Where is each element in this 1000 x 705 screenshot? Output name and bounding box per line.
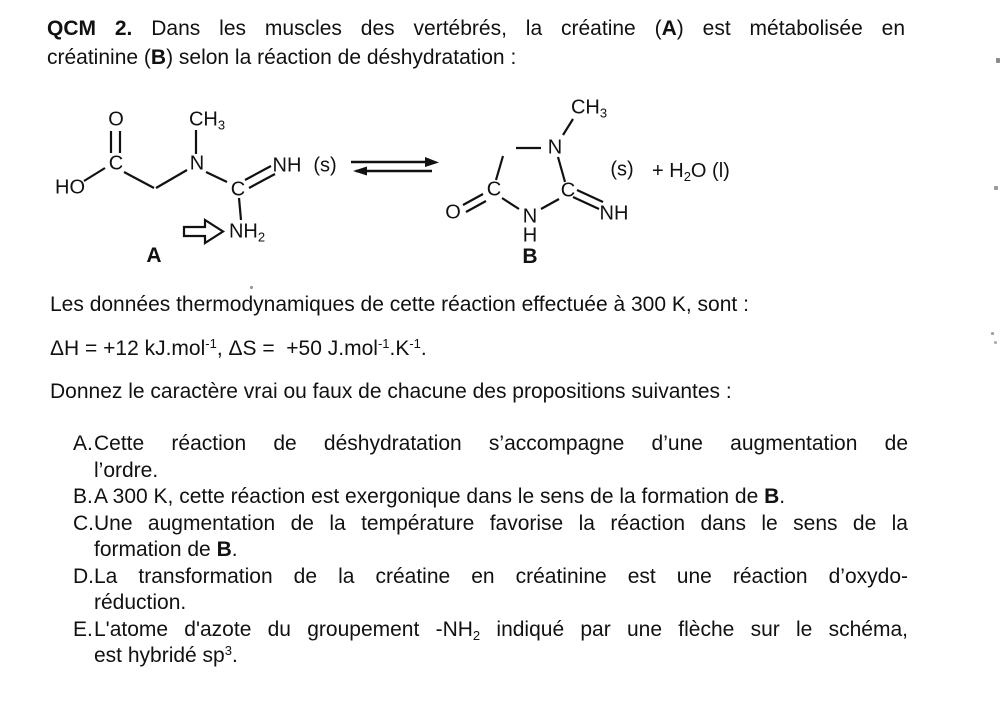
scan-speck — [991, 332, 994, 335]
thermo-values: ΔH = +12 kJ.mol$^{-1}$, ΔS = +50 $J.mol^{-1}.K^{-1}$. — [50, 336, 427, 360]
atom-ho: HO — [55, 176, 85, 199]
molecule-b-label: B — [522, 245, 538, 268]
atom-o-b: O — [445, 201, 461, 224]
block-arrow-icon — [184, 220, 223, 243]
scan-speck — [996, 58, 1000, 63]
proposition-e-line2: est hybridé $sp^3$. — [94, 643, 238, 667]
proposition-b — [73, 484, 908, 511]
instruction-line: Donnez le caractère vrai ou faux de chacune des propositions suivantes : — [50, 380, 732, 403]
atom-o: O — [108, 108, 124, 131]
proposition-b-line1: A 300 K, cette réaction est exergonique dans le sens de la formation de B. — [94, 485, 786, 508]
proposition-d-letter: D. — [73, 564, 94, 588]
atom-c-right: C — [560, 179, 576, 202]
question-header-line1: QCM 2. Dans les muscles des vertébrés, la créatine (A) est métabolisée en — [47, 17, 906, 40]
atom-c-guanidine: C — [230, 178, 246, 201]
molecule-a-label: A — [146, 244, 162, 267]
equilibrium-arrow-icon — [351, 157, 439, 176]
atom-c-carboxyl: C — [108, 152, 124, 175]
atom-n: N — [189, 152, 205, 175]
atom-nh-b: NH — [599, 202, 629, 225]
water-product: + $H_2O$ (l) — [652, 160, 730, 184]
proposition-d — [73, 564, 908, 617]
proposition-e-line1: L'atome d'azote du groupement $-NH_2$ indiqué par une flèche sur le schéma, — [94, 617, 908, 643]
question-number: QCM 2. — [47, 17, 133, 40]
proposition-c-line1: Une augmentation de la température favorise la réaction dans le sens de la — [94, 511, 908, 535]
atom-n-bottom: N — [522, 205, 538, 228]
atom-nh: NH — [272, 154, 302, 177]
proposition-c — [73, 511, 908, 564]
atom-c-left: C — [486, 178, 502, 201]
proposition-a-line1: Cette réaction de déshydratation s’accompagne d’une augmentation de — [94, 432, 908, 455]
atom-h-bottom: H — [522, 224, 538, 247]
scan-speck — [994, 186, 998, 190]
state-solid-b: (s) — [610, 158, 634, 181]
state-solid-a: (s) — [313, 154, 337, 177]
atom-ch3-b: $CH_3$ — [570, 96, 608, 121]
atom-ch3: $CH_3$ — [188, 108, 226, 133]
proposition-c-line2: formation de B. — [94, 538, 238, 561]
proposition-d-line1: La transformation de la créatine en créatinine est une réaction d’oxydo- — [94, 564, 908, 588]
proposition-e-letter: E. — [73, 617, 93, 641]
atom-nh2: $NH_2$ — [228, 220, 266, 245]
proposition-e — [73, 617, 908, 670]
proposition-a — [73, 431, 908, 484]
proposition-c-letter: C. — [73, 511, 94, 535]
question-header-line2: créatinine (B) selon la réaction de déshydratation : — [47, 45, 517, 69]
thermo-intro: Les données thermodynamiques de cette réaction effectuée à 300 K, sont : — [50, 293, 749, 316]
scan-speck — [994, 341, 997, 344]
proposition-a-letter: A. — [73, 432, 93, 455]
proposition-d-line2: réduction. — [94, 591, 187, 614]
scan-speck — [250, 286, 253, 289]
propositions-list — [73, 431, 908, 670]
proposition-a-line2: l’ordre. — [94, 458, 159, 482]
proposition-b-letter: B. — [73, 485, 93, 508]
atom-n-top: N — [547, 136, 563, 159]
